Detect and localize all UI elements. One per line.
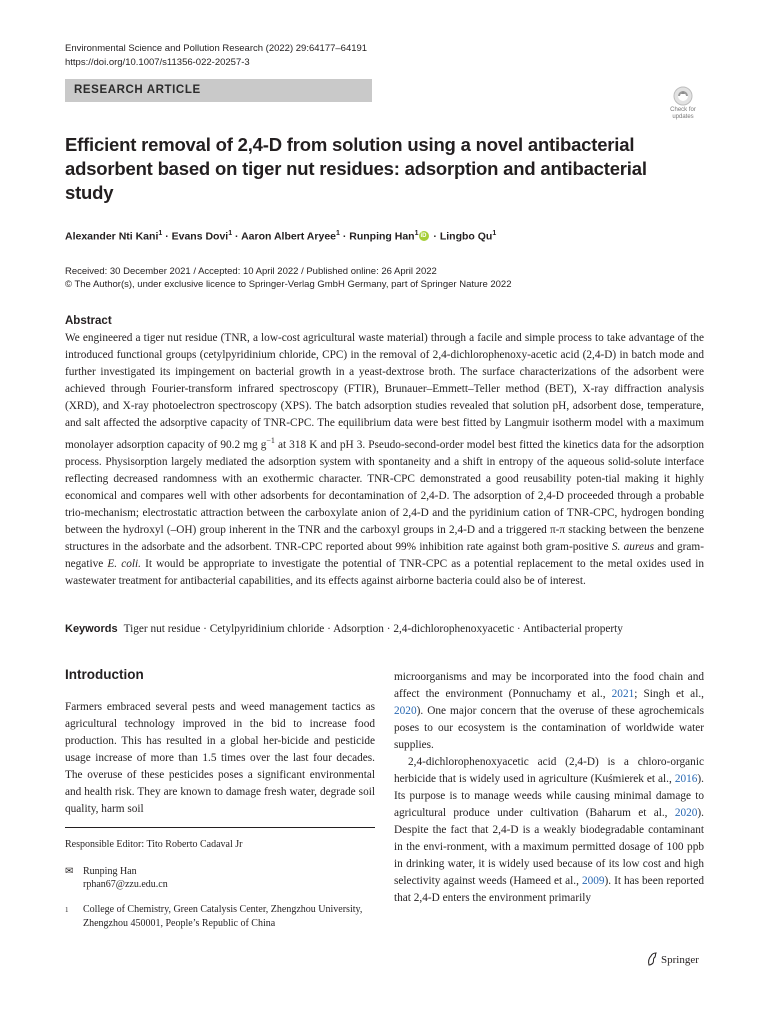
check-updates-label: Check for updates [670, 107, 696, 120]
body-column-left [65, 699, 375, 818]
article-type-banner: RESEARCH ARTICLE [65, 79, 372, 102]
author-name[interactable]: Aaron Albert Aryee [241, 230, 336, 243]
author-affiliation: 1 [228, 230, 233, 237]
citation-link[interactable]: 2020 [674, 807, 698, 819]
citation-link[interactable]: 2020 [394, 705, 417, 717]
check-for-updates-badge[interactable] [664, 85, 702, 123]
publisher-logo [646, 952, 699, 967]
corresponding-name: Runping Han [83, 866, 137, 877]
author-affiliation: 1 [158, 230, 163, 237]
corresponding-email[interactable]: rphan67@zzu.edu.cn [83, 879, 168, 890]
author-list [65, 227, 725, 244]
keywords-list: Tiger nut residue · Cetylpyridinium chloride · Adsorption · 2,4-dichlorophenoxyacetic · Antibacterial property [123, 623, 623, 635]
footnote-divider [65, 827, 375, 828]
author-separator: · [235, 230, 242, 243]
abstract-text: We engineered a tiger nut residue (TNR, a low-cost agricultural waste material) through a facile and simple process to take advantage of the introduced functional groups (cetylpyridinium chloride, CPC) in the removal of 2,4-dichlorophenoxy-acetic acid (2,4-D) in batch mode and further investigated its impingement on bacterial growth in a yeast-dextrose broth. The surface characterizations of the adsorbent were achieved through Fourier-transform infrared spectroscopy (FTIR), Brunauer–Emmett–Teller method (BET), X-ray diffraction analysis (XRD), and X-ray photoelectron spectroscopy (XPS). The batch adsorption studies revealed that solution pH, adsorbent dose, temperature, and salt affected the adsorptive capacity of TNR-CPC. The equilibrium data were best fitted by Langmuir isotherm model with a maximum monolayer adsorption capacity of 90.2 mg $g^{-1}$ at 318 K and pH 3. Pseudo-second-order model best fitted the kinetics data for the adsorption process. Physisorption largely mediated the adsorption system with spontaneity and a shift in entropy of the aqueous solid-solute interface reflecting decreased randomness with an exothermic character. TNR-CPC demonstrated a good reusability poten-tial making it highly economical and compares well with other adsorbents for decontamination of 2,4-D. The adsorption of 2,4-D proceeded through a probable trio-mechanism; electrostatic attraction between the carboxylate anion of 2,4-D and the pyridinium cation of TNR-CPC, hydrogen bonding between the hydroxyl (–OH) group inherent in the TNR and the carboxyl groups in 2,4-D and a triggered π-π stacking between the benzene structures in the adsorbate and the adsorbent. TNR-CPC reported about 99% inhibition rate against both gram-positive S. aureus and gram-negative E. coli. It would be appropriate to investigate the potential of TNR-CPC as a potential replacement to the metal oxides used in wastewater treatment for antibacterial capabilities, and its effects against airborne bacteria could also be of interest. [65, 332, 704, 587]
abstract-heading: Abstract [65, 315, 112, 327]
citation-link[interactable]: 2016 [674, 773, 698, 785]
introduction-heading: Introduction [65, 667, 144, 682]
author-name[interactable]: Lingbo Qu [439, 230, 493, 243]
article-title: Efficient removal of 2,4-D from solution using a novel antibacterial adsorbent based on tiger nut residues: adsorption and antibacterial study [65, 134, 647, 203]
check-updates-icon [664, 85, 702, 107]
springer-horse-icon [646, 952, 658, 966]
author-name[interactable]: Evans Dovi [171, 230, 229, 243]
journal-header [65, 42, 367, 70]
dates-line: Received: 30 December 2021 / Accepted: 10 April 2022 / Published online: 26 April 2022 [65, 266, 437, 277]
body-column-right [394, 669, 704, 907]
publication-dates [65, 265, 512, 291]
responsible-editor: Responsible Editor: Tito Roberto Cadaval Jr [65, 839, 243, 850]
author-name[interactable]: Alexander Nti Kani [65, 230, 159, 243]
author-separator: · [433, 230, 440, 243]
author-affiliation: 1 [492, 230, 497, 237]
paragraph: Farmers embraced several pests and weed management tactics as agricultural technology improved in the bid to increase food production. This has resulted in a global her-bicide and pesticide usage increase of more than 1.5 times over the last four decades. The overuse of these pesticides poses a significant environmental and health risk. They are known to damage fresh water, degrade soil quality, harm soil [65, 701, 375, 815]
author-separator: · [165, 230, 172, 243]
orcid-icon[interactable] [419, 231, 429, 241]
paragraph: 2,4-dichlorophenoxyacetic acid (2,4-D) is a chloro-organic herbicide that is widely used in agriculture (Kuśmierek et al., 2016). Its purpose is to manage weeds while causing minimal damage to agricultural produce under cultivation (Baharum et al., 2020). Despite the fact that 2,4-D is a weakly biodegradable contaminant in the envi-ronment, with a maximum permitted dosage of 100 ppb in drinking water, it is widely used because of its low cost and high selectivity against weeds (Hameed et al., 2009). It has been reported that 2,4-D enters the environment primarily [394, 756, 704, 904]
affiliation-text: College of Chemistry, Green Catalysis Center, Zhengzhou University, Zhengzhou 450001, People’s Republic of China [83, 904, 363, 929]
citation-link[interactable]: 2009 [581, 875, 605, 887]
keywords [65, 621, 725, 637]
citation-link[interactable]: 2021 [611, 688, 635, 700]
envelope-icon: ✉ [65, 866, 74, 877]
publisher-name: Springer [661, 954, 699, 966]
paragraph: microorganisms and may be incorporated into the food chain and affect the environment (Ponnuchamy et al., 2021; Singh et al., 2020). One major concern that the overuse of these agrochemicals poses to our ecosystem is the contamination of worldwide water supplies. [394, 671, 704, 751]
author-affiliation: 1 [336, 230, 340, 237]
copyright-line: © The Author(s), under exclusive licence to Springer-Verlag GmbH Germany, part of Springer Nature 2022 [65, 279, 512, 290]
doi-link[interactable]: https://doi.org/10.1007/s11356-022-20257-3 [65, 57, 250, 68]
affiliation-number: 1 [65, 906, 69, 914]
author-affiliation: 1 [414, 230, 419, 237]
author-name[interactable]: Runping Han [349, 230, 415, 243]
journal-citation: Environmental Science and Pollution Research (2022) 29:64177–64191 [65, 43, 368, 54]
keywords-heading: Keywords [65, 623, 118, 635]
author-separator: · [342, 230, 350, 243]
